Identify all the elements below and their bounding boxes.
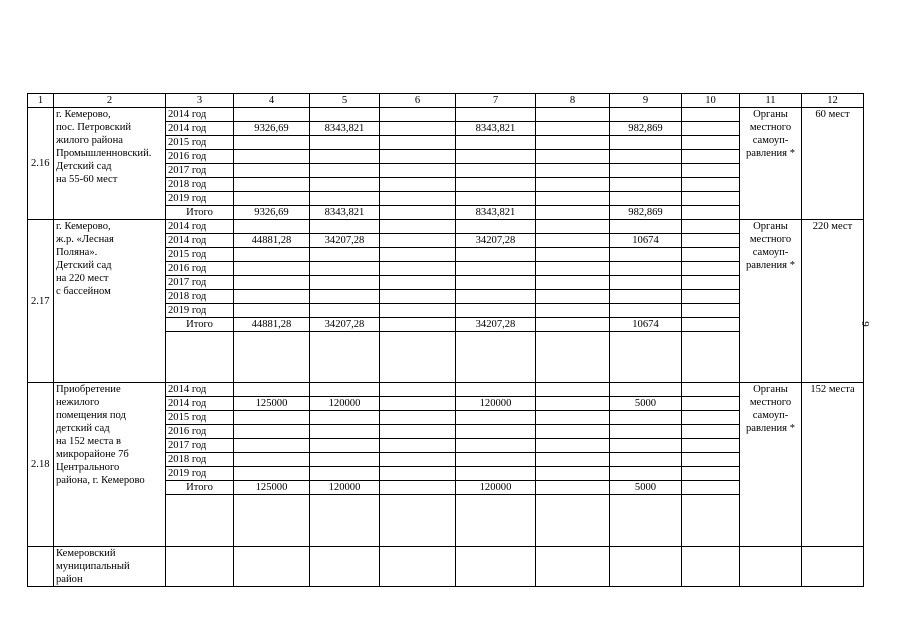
empty-cell (610, 332, 682, 383)
col10-cell (682, 164, 740, 178)
year-cell: 2014 год (166, 234, 234, 248)
col10-cell (682, 411, 740, 425)
col6-cell (380, 290, 456, 304)
executor-line: Органы (753, 109, 788, 120)
capacity-cell: 220 мест (802, 220, 864, 383)
year-cell: 2016 год (166, 425, 234, 439)
program-table (27, 93, 864, 587)
col10-cell (682, 304, 740, 318)
local-amount-cell (610, 304, 682, 318)
capacity-cell: 152 места (802, 383, 864, 547)
col10-cell (682, 234, 740, 248)
empty-cell (380, 495, 456, 547)
federal-amount-cell (310, 178, 380, 192)
federal-amount-cell (310, 248, 380, 262)
local-amount-cell (610, 178, 682, 192)
year-cell: 2016 год (166, 262, 234, 276)
year-cell: 2017 год (166, 164, 234, 178)
federal-amount-cell (310, 220, 380, 234)
capacity-cell: 60 мест (802, 108, 864, 220)
year-cell: 2014 год (166, 383, 234, 397)
col7-cell (456, 178, 536, 192)
empty-cell (456, 495, 536, 547)
item-name-line: жилого района (56, 135, 123, 146)
local-amount-cell (610, 150, 682, 164)
col8-cell (536, 122, 610, 136)
empty-cell (456, 332, 536, 383)
federal-amount-cell: 120000 (310, 481, 380, 495)
empty-cell (682, 495, 740, 547)
year-cell: 2019 год (166, 304, 234, 318)
col8-cell (536, 192, 610, 206)
col7-cell: 120000 (456, 397, 536, 411)
empty-cell (234, 547, 310, 587)
local-amount-cell (610, 425, 682, 439)
year-row (28, 108, 864, 122)
executor-line: местного (749, 122, 792, 133)
federal-amount-cell: 8343,821 (310, 122, 380, 136)
federal-amount-cell (310, 467, 380, 481)
total-amount-cell (234, 262, 310, 276)
col6-cell (380, 192, 456, 206)
col8-cell (536, 164, 610, 178)
item-name (54, 383, 166, 547)
executor-cell (740, 108, 802, 220)
col10-cell (682, 248, 740, 262)
year-cell: 2015 год (166, 411, 234, 425)
total-amount-cell (234, 467, 310, 481)
year-cell: 2019 год (166, 467, 234, 481)
local-amount-cell (610, 248, 682, 262)
executor-line: равления * (745, 148, 795, 159)
item-name-line: пос. Петровский (56, 122, 132, 133)
col10-cell (682, 192, 740, 206)
empty-cell (28, 547, 54, 587)
year-cell: 2018 год (166, 290, 234, 304)
local-amount-cell (610, 192, 682, 206)
col8-cell (536, 304, 610, 318)
item-name-line: Поляна». (56, 247, 98, 258)
col10-cell (682, 397, 740, 411)
federal-amount-cell (310, 136, 380, 150)
federal-amount-cell (310, 164, 380, 178)
col7-cell (456, 164, 536, 178)
col7-cell (456, 150, 536, 164)
col6-cell (380, 276, 456, 290)
col8-cell (536, 206, 610, 220)
empty-cell (610, 495, 682, 547)
executor-line: местного (749, 234, 792, 245)
col7-cell (456, 411, 536, 425)
col8-cell (536, 150, 610, 164)
total-amount-cell: 9326,69 (234, 206, 310, 220)
district-name-line: Кемеровский (56, 548, 116, 559)
col6-cell (380, 304, 456, 318)
federal-amount-cell: 120000 (310, 397, 380, 411)
col6-cell (380, 425, 456, 439)
col7-cell: 34207,28 (456, 318, 536, 332)
executor-cell (740, 220, 802, 383)
executor-line: самоуп- (752, 135, 789, 146)
executor-cell (740, 383, 802, 547)
col8-cell (536, 318, 610, 332)
col6-cell (380, 122, 456, 136)
item-name-line: на 152 места в (56, 436, 122, 447)
col7-cell (456, 467, 536, 481)
column-header: 10 (682, 94, 740, 108)
col7-cell (456, 262, 536, 276)
col10-cell (682, 383, 740, 397)
total-amount-cell (234, 290, 310, 304)
total-amount-cell: 44881,28 (234, 234, 310, 248)
col8-cell (536, 383, 610, 397)
col6-cell (380, 164, 456, 178)
col7-cell (456, 108, 536, 122)
total-amount-cell (234, 248, 310, 262)
item-name-line: нежилого (56, 397, 100, 408)
col10-cell (682, 108, 740, 122)
col6-cell (380, 439, 456, 453)
col10-cell (682, 467, 740, 481)
federal-amount-cell (310, 304, 380, 318)
year-cell: 2015 год (166, 248, 234, 262)
item-name-line: детский сад (56, 423, 110, 434)
column-header: 5 (310, 94, 380, 108)
col6-cell (380, 206, 456, 220)
local-amount-cell (610, 439, 682, 453)
item-name-line: на 220 мест (56, 273, 109, 284)
federal-amount-cell (310, 439, 380, 453)
col8-cell (536, 411, 610, 425)
col6-cell (380, 411, 456, 425)
empty-cell (456, 547, 536, 587)
local-amount-cell: 10674 (610, 234, 682, 248)
total-amount-cell (234, 411, 310, 425)
district-name-line: район (56, 574, 83, 585)
empty-cell (536, 332, 610, 383)
total-amount-cell: 44881,28 (234, 318, 310, 332)
col7-cell (456, 439, 536, 453)
column-header: 4 (234, 94, 310, 108)
column-header: 11 (740, 94, 802, 108)
item-name (54, 108, 166, 220)
col6-cell (380, 262, 456, 276)
empty-cell (166, 547, 234, 587)
federal-amount-cell (310, 150, 380, 164)
total-amount-cell: 9326,69 (234, 122, 310, 136)
empty-cell (740, 547, 802, 587)
federal-amount-cell (310, 383, 380, 397)
federal-amount-cell (310, 192, 380, 206)
col6-cell (380, 220, 456, 234)
item-name-line: Детский сад (56, 260, 112, 271)
total-amount-cell (234, 164, 310, 178)
federal-amount-cell (310, 453, 380, 467)
local-amount-cell (610, 136, 682, 150)
total-amount-cell (234, 276, 310, 290)
column-header: 1 (28, 94, 54, 108)
col10-cell (682, 439, 740, 453)
col10-cell (682, 122, 740, 136)
col6-cell (380, 453, 456, 467)
col10-cell (682, 425, 740, 439)
year-cell: 2019 год (166, 192, 234, 206)
district-name-line: муниципальный (56, 561, 130, 572)
col8-cell (536, 290, 610, 304)
local-amount-cell (610, 290, 682, 304)
total-amount-cell (234, 150, 310, 164)
item-name-line: г. Кемерово, (56, 109, 111, 120)
item-name-line: Приобретение (56, 384, 121, 395)
col8-cell (536, 439, 610, 453)
item-number: 2.16 (28, 108, 54, 220)
col6-cell (380, 248, 456, 262)
total-label: Итого (166, 206, 234, 220)
executor-line: местного (749, 397, 792, 408)
empty-cell (310, 547, 380, 587)
col8-cell (536, 136, 610, 150)
col8-cell (536, 262, 610, 276)
page-number: 9 (858, 321, 871, 327)
col7-cell (456, 136, 536, 150)
item-name-line: ж.р. «Лесная (56, 234, 114, 245)
col8-cell (536, 178, 610, 192)
header-row (28, 94, 864, 108)
col10-cell (682, 178, 740, 192)
col8-cell (536, 467, 610, 481)
col6-cell (380, 150, 456, 164)
district-name (54, 547, 166, 587)
item-name-line: микрорайоне 7б (56, 449, 129, 460)
local-amount-cell: 10674 (610, 318, 682, 332)
year-cell: 2015 год (166, 136, 234, 150)
empty-cell (234, 495, 310, 547)
year-cell: 2018 год (166, 178, 234, 192)
year-cell: 2017 год (166, 276, 234, 290)
col10-cell (682, 481, 740, 495)
col10-cell (682, 136, 740, 150)
empty-cell (682, 332, 740, 383)
local-amount-cell (610, 411, 682, 425)
empty-cell (310, 332, 380, 383)
col10-cell (682, 220, 740, 234)
year-cell: 2014 год (166, 220, 234, 234)
col7-cell: 120000 (456, 481, 536, 495)
empty-cell (380, 547, 456, 587)
col6-cell (380, 136, 456, 150)
federal-amount-cell: 34207,28 (310, 234, 380, 248)
federal-amount-cell (310, 108, 380, 122)
year-cell: 2014 год (166, 122, 234, 136)
empty-cell (610, 547, 682, 587)
item-name-line: помещения под (56, 410, 126, 421)
col8-cell (536, 248, 610, 262)
col7-cell (456, 276, 536, 290)
total-amount-cell: 125000 (234, 397, 310, 411)
column-header: 2 (54, 94, 166, 108)
year-row (28, 220, 864, 234)
col10-cell (682, 453, 740, 467)
column-header: 8 (536, 94, 610, 108)
col6-cell (380, 178, 456, 192)
col8-cell (536, 481, 610, 495)
total-amount-cell (234, 439, 310, 453)
col8-cell (536, 234, 610, 248)
col7-cell: 8343,821 (456, 122, 536, 136)
item-name-line: Центрального (56, 462, 120, 473)
federal-amount-cell (310, 411, 380, 425)
col8-cell (536, 453, 610, 467)
item-number: 2.17 (28, 220, 54, 383)
col10-cell (682, 290, 740, 304)
col8-cell (536, 276, 610, 290)
year-cell: 2014 год (166, 397, 234, 411)
col6-cell (380, 383, 456, 397)
total-label: Итого (166, 318, 234, 332)
year-cell: 2016 год (166, 150, 234, 164)
col7-cell (456, 304, 536, 318)
executor-line: самоуп- (752, 247, 789, 258)
empty-cell (536, 495, 610, 547)
col7-cell: 34207,28 (456, 234, 536, 248)
total-label: Итого (166, 481, 234, 495)
total-amount-cell (234, 304, 310, 318)
item-name-line: на 55-60 мест (56, 174, 118, 185)
col7-cell: 8343,821 (456, 206, 536, 220)
local-amount-cell (610, 164, 682, 178)
district-row (28, 547, 864, 587)
empty-cell (682, 547, 740, 587)
col10-cell (682, 318, 740, 332)
item-name-line: Детский сад (56, 161, 112, 172)
item-name-line: г. Кемерово, (56, 221, 111, 232)
local-amount-cell: 982,869 (610, 122, 682, 136)
executor-line: равления * (745, 260, 795, 271)
item-name (54, 220, 166, 383)
empty-cell (310, 495, 380, 547)
col7-cell (456, 425, 536, 439)
total-amount-cell (234, 453, 310, 467)
year-cell: 2018 год (166, 453, 234, 467)
col6-cell (380, 481, 456, 495)
column-header: 3 (166, 94, 234, 108)
empty-cell (234, 332, 310, 383)
item-name-line: района, г. Кемерово (56, 475, 145, 486)
total-amount-cell: 125000 (234, 481, 310, 495)
local-amount-cell: 982,869 (610, 206, 682, 220)
col8-cell (536, 425, 610, 439)
federal-amount-cell (310, 262, 380, 276)
executor-line: Органы (753, 221, 788, 232)
empty-cell (166, 332, 234, 383)
item-number: 2.18 (28, 383, 54, 547)
col7-cell (456, 192, 536, 206)
empty-cell (802, 547, 864, 587)
column-header: 12 (802, 94, 864, 108)
col8-cell (536, 108, 610, 122)
year-row (28, 383, 864, 397)
year-cell: 2017 год (166, 439, 234, 453)
item-name-line: Промышленновский. (56, 148, 152, 159)
total-amount-cell (234, 108, 310, 122)
col10-cell (682, 206, 740, 220)
federal-amount-cell (310, 425, 380, 439)
column-header: 9 (610, 94, 682, 108)
col10-cell (682, 276, 740, 290)
column-header: 6 (380, 94, 456, 108)
column-header: 7 (456, 94, 536, 108)
col7-cell (456, 248, 536, 262)
total-amount-cell (234, 383, 310, 397)
local-amount-cell (610, 383, 682, 397)
col6-cell (380, 318, 456, 332)
col8-cell (536, 220, 610, 234)
col7-cell (456, 290, 536, 304)
local-amount-cell (610, 220, 682, 234)
col6-cell (380, 234, 456, 248)
federal-amount-cell: 8343,821 (310, 206, 380, 220)
local-amount-cell (610, 276, 682, 290)
executor-line: равления * (745, 423, 795, 434)
col6-cell (380, 397, 456, 411)
year-cell: 2014 год (166, 108, 234, 122)
executor-line: самоуп- (752, 410, 789, 421)
federal-amount-cell (310, 290, 380, 304)
col8-cell (536, 397, 610, 411)
total-amount-cell (234, 192, 310, 206)
item-name-line: с бассейном (56, 286, 111, 297)
local-amount-cell (610, 108, 682, 122)
col6-cell (380, 467, 456, 481)
executor-line: Органы (753, 384, 788, 395)
empty-cell (166, 495, 234, 547)
col7-cell (456, 383, 536, 397)
federal-amount-cell: 34207,28 (310, 318, 380, 332)
total-amount-cell (234, 425, 310, 439)
local-amount-cell (610, 262, 682, 276)
empty-cell (380, 332, 456, 383)
local-amount-cell: 5000 (610, 397, 682, 411)
col10-cell (682, 150, 740, 164)
total-amount-cell (234, 136, 310, 150)
federal-amount-cell (310, 276, 380, 290)
local-amount-cell (610, 453, 682, 467)
col6-cell (380, 108, 456, 122)
local-amount-cell (610, 467, 682, 481)
total-amount-cell (234, 178, 310, 192)
total-amount-cell (234, 220, 310, 234)
col10-cell (682, 262, 740, 276)
col7-cell (456, 220, 536, 234)
local-amount-cell: 5000 (610, 481, 682, 495)
col7-cell (456, 453, 536, 467)
empty-cell (536, 547, 610, 587)
